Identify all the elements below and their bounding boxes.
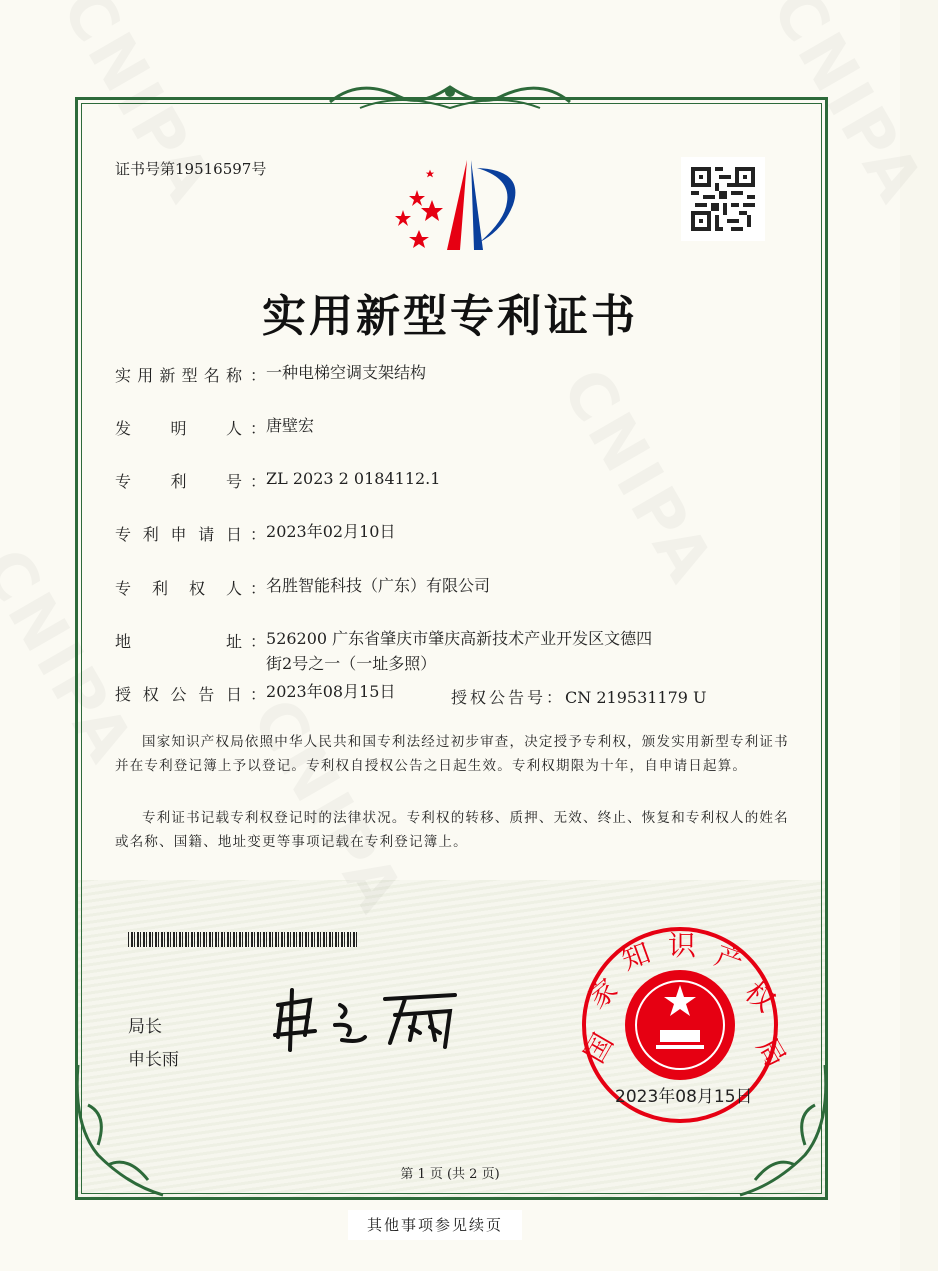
- field-label-char: 告: [198, 685, 215, 704]
- field-value: [266, 360, 426, 386]
- top-ornament-icon: [320, 72, 580, 120]
- field-label-char: 址: [225, 632, 242, 651]
- continued-note: 其他事项参见续页: [348, 1210, 522, 1240]
- statement-paragraph: 国家知识产权局依照中华人民共和国专利法经过初步审查，决定授予专利权，颁发实用新型专利证书并在专利登记簿上予以登记。专利权自授权公告之日起生效。专利权期限为十年，自申请日起算。: [115, 734, 789, 774]
- field-label-char: 权: [188, 579, 205, 598]
- field-value: [266, 413, 314, 439]
- svg-text:权: 权: [738, 975, 782, 1019]
- field-label-char: 人: [225, 419, 242, 438]
- seal-date: 2023年08月15日: [615, 1087, 753, 1107]
- field-label: [115, 629, 250, 676]
- field-label-char: 人: [225, 579, 242, 598]
- publication-number-label: 授权公告号：: [451, 688, 566, 707]
- field-value-line: 2023年02月10日: [266, 522, 396, 541]
- field-value-line: 526200 广东省肇庆市肇庆高新技术产业开发区文德四: [266, 629, 653, 648]
- handwritten-signature: [270, 985, 470, 1055]
- field-value-line: 2023年08月15日: [266, 682, 396, 701]
- field-label-char: 利: [142, 525, 159, 544]
- field-value: [266, 519, 395, 545]
- field-label-char: 新: [159, 366, 176, 385]
- field-separator: ：: [250, 525, 267, 544]
- field-label-char: 明: [170, 419, 187, 438]
- field-label-char: 日: [225, 525, 242, 544]
- page-title: 实用新型专利证书: [262, 291, 638, 342]
- field-separator: ：: [250, 579, 267, 598]
- field-label-char: 利: [170, 472, 187, 491]
- field-label-char: 日: [225, 685, 242, 704]
- field-separator: ：: [250, 366, 267, 385]
- cnipa-logo: [385, 160, 520, 255]
- certificate-number: 证书号第19516597号: [115, 160, 267, 178]
- publication-number-value: CN 219531179 U: [565, 688, 707, 707]
- barcode: [128, 932, 358, 947]
- svg-text:知: 知: [617, 935, 655, 977]
- field-label-char: 请: [198, 525, 215, 544]
- corner-ornament-icon: [68, 1065, 168, 1205]
- statement-paragraph: 专利证书记载专利权登记时的法律状况。专利权的转移、质押、无效、终止、恢复和专利权人的姓名或名称、国籍、地址变更等事项记载在专利登记簿上。: [115, 810, 789, 850]
- field-value-line: 一种电梯空调支架结构: [266, 363, 427, 382]
- signatory-title: 局长: [128, 1017, 162, 1037]
- svg-text:国: 国: [577, 1027, 621, 1069]
- field-label-char: 号: [225, 472, 242, 491]
- field-label-char: 型: [181, 366, 198, 385]
- field-label-char: 利: [151, 579, 168, 598]
- field-label-char: 申: [170, 525, 187, 544]
- field-label-char: 用: [137, 366, 154, 385]
- field-label-char: 地: [115, 632, 132, 651]
- svg-text:识: 识: [668, 929, 697, 962]
- field-label: [115, 682, 250, 705]
- field-label: [115, 363, 250, 386]
- svg-text:家: 家: [581, 972, 624, 1016]
- svg-text:产: 产: [710, 938, 749, 980]
- field-value-line: 唐壁宏: [266, 416, 315, 435]
- field-row: [115, 416, 314, 439]
- field-separator: ：: [250, 685, 267, 704]
- svg-text:局: 局: [749, 1032, 793, 1073]
- field-value: [266, 626, 652, 676]
- field-label-char: 专: [115, 525, 132, 544]
- field-value: [266, 679, 395, 705]
- field-value: [266, 466, 440, 492]
- field-label-char: 名: [203, 366, 220, 385]
- qr-code: [681, 157, 765, 241]
- field-row: [115, 469, 440, 492]
- signatory-name: 申长雨: [128, 1050, 179, 1070]
- field-label: [115, 469, 250, 492]
- field-row: [115, 682, 395, 705]
- field-separator: ：: [250, 472, 267, 491]
- field-label-char: 专: [115, 472, 132, 491]
- field-value: [266, 573, 490, 599]
- page-number: 第 1 页 (共 2 页): [400, 1167, 500, 1182]
- field-row: [115, 576, 490, 599]
- publication-number: [451, 685, 707, 708]
- field-label-char: 实: [115, 366, 132, 385]
- field-value-line: 名胜智能科技（广东）有限公司: [266, 576, 491, 595]
- field-row: [115, 629, 652, 676]
- field-label: [115, 416, 250, 439]
- field-label-char: 权: [142, 685, 159, 704]
- field-row: [115, 363, 426, 386]
- field-separator: ：: [250, 419, 267, 438]
- field-label-char: 公: [170, 685, 187, 704]
- field-label: [115, 576, 250, 599]
- field-value-line: ZL 2023 2 0184112.1: [266, 469, 441, 488]
- field-row: [115, 522, 395, 545]
- field-label: [115, 522, 250, 545]
- field-value-line: 街2号之一（一址多照）: [266, 654, 437, 673]
- field-label-char: 称: [225, 366, 242, 385]
- field-label-char: 专: [115, 579, 132, 598]
- field-label-char: 发: [115, 419, 132, 438]
- field-separator: ：: [250, 632, 267, 651]
- field-label-char: 授: [115, 685, 132, 704]
